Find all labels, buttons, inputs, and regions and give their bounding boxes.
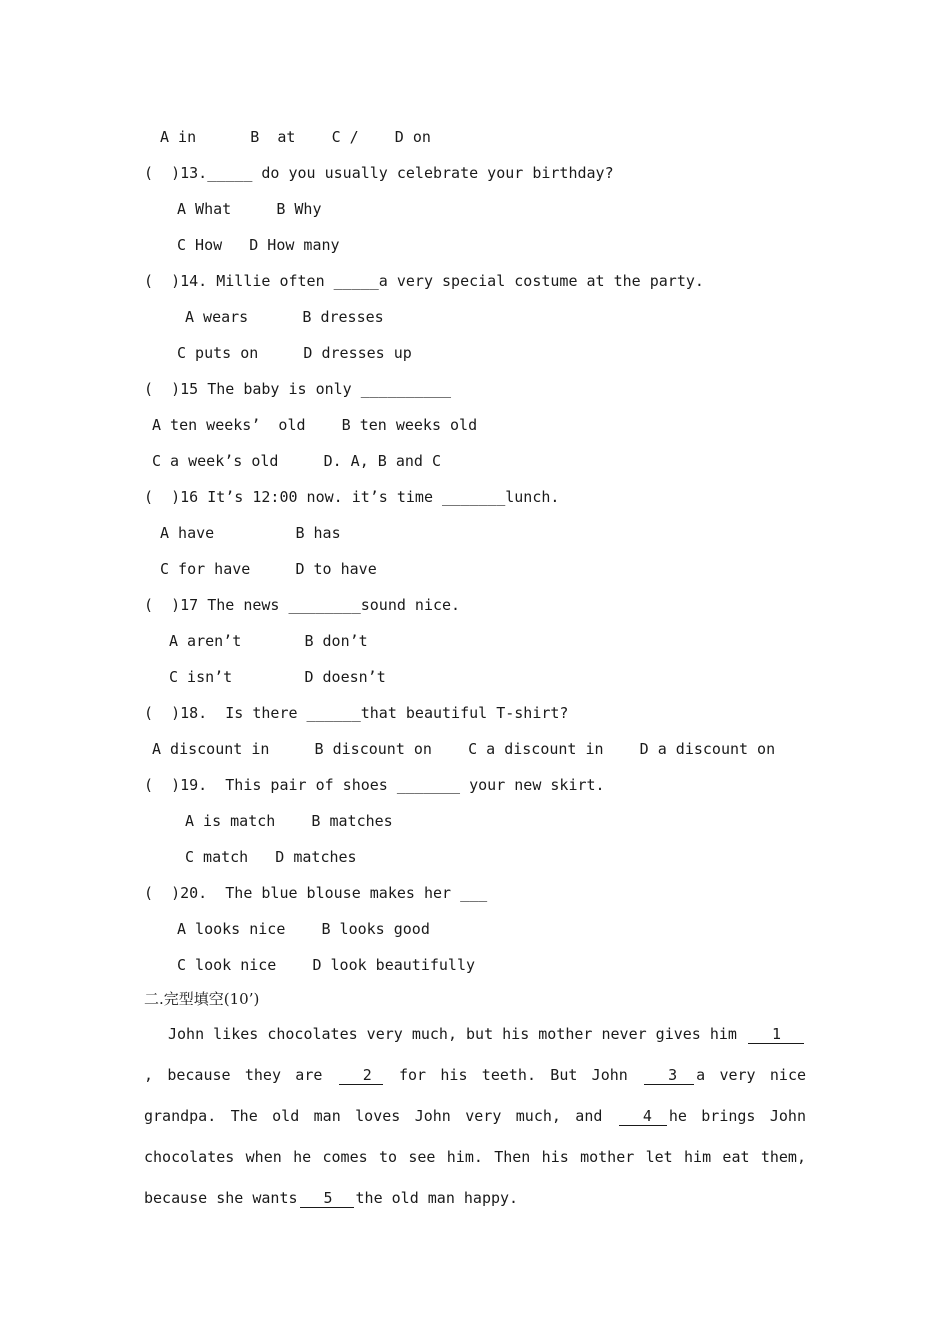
q17-stem: ( )17 The news ________sound nice. [144, 596, 461, 614]
q14-stem: ( )14. Millie often _____a very special costume at the party. [144, 272, 704, 290]
q20-stem: ( )20. The blue blouse makes her ___ [144, 884, 488, 902]
passage-text: a very nice grandpa. The old man loves John very much, and [144, 1066, 807, 1125]
q18-stem: ( )18. Is there ______that beautiful T-shirt? [144, 704, 569, 722]
passage-text: John likes chocolates very much, but his mother never gives him [168, 1025, 737, 1043]
q16-options-ab: A have B has [160, 524, 341, 542]
q15-stem: ( )15 The baby is only __________ [144, 380, 452, 398]
cloze-blank-4: 4 [619, 1108, 667, 1126]
q15-options-cd: C a week’s old D. A, B and C [152, 452, 441, 470]
q14-options-cd: C puts on D dresses up [177, 344, 412, 362]
q19-options-cd: C match D matches [185, 848, 357, 866]
cloze-blank-1: 1 [748, 1026, 804, 1044]
q18-options: A discount in B discount on C a discount in D a discount on [152, 740, 776, 758]
q16-stem: ( )16 It’s 12:00 now. it’s time _______lunch. [144, 488, 560, 506]
section-heading: 二.完型填空(10’) [144, 990, 260, 1008]
q17-options-cd: C isn’t D doesn’t [169, 668, 386, 686]
q19-options-ab: A is match B matches [185, 812, 393, 830]
q20-options-ab: A looks nice B looks good [177, 920, 430, 938]
q17-options-ab: A aren’t B don’t [169, 632, 368, 650]
q12-options: A in B at C / D on [160, 128, 431, 146]
q19-stem: ( )19. This pair of shoes _______ your new skirt. [144, 776, 605, 794]
cloze-blank-3: 3 [644, 1067, 694, 1085]
cloze-blank-5: 5 [300, 1190, 354, 1208]
q14-options-ab: A wears B dresses [185, 308, 384, 326]
passage-text: for his teeth. But John [399, 1066, 628, 1084]
cloze-passage [144, 1014, 806, 1219]
q15-options-ab: A ten weeks’ old B ten weeks old [152, 416, 478, 434]
passage-text: he brings John chocolates when he comes to see him. Then his mother let him eat them, because she wants [144, 1107, 806, 1207]
q16-options-cd: C for have D to have [160, 560, 377, 578]
cloze-blank-2: 2 [339, 1067, 383, 1085]
q13-options-cd: C How D How many [177, 236, 340, 254]
q13-stem: ( )13._____ do you usually celebrate your birthday? [144, 164, 614, 182]
q13-options-ab: A What B Why [177, 200, 322, 218]
passage-text: , because they are [144, 1066, 323, 1084]
passage-text: the old man happy. [355, 1189, 519, 1207]
q20-options-cd: C look nice D look beautifully [177, 956, 476, 974]
